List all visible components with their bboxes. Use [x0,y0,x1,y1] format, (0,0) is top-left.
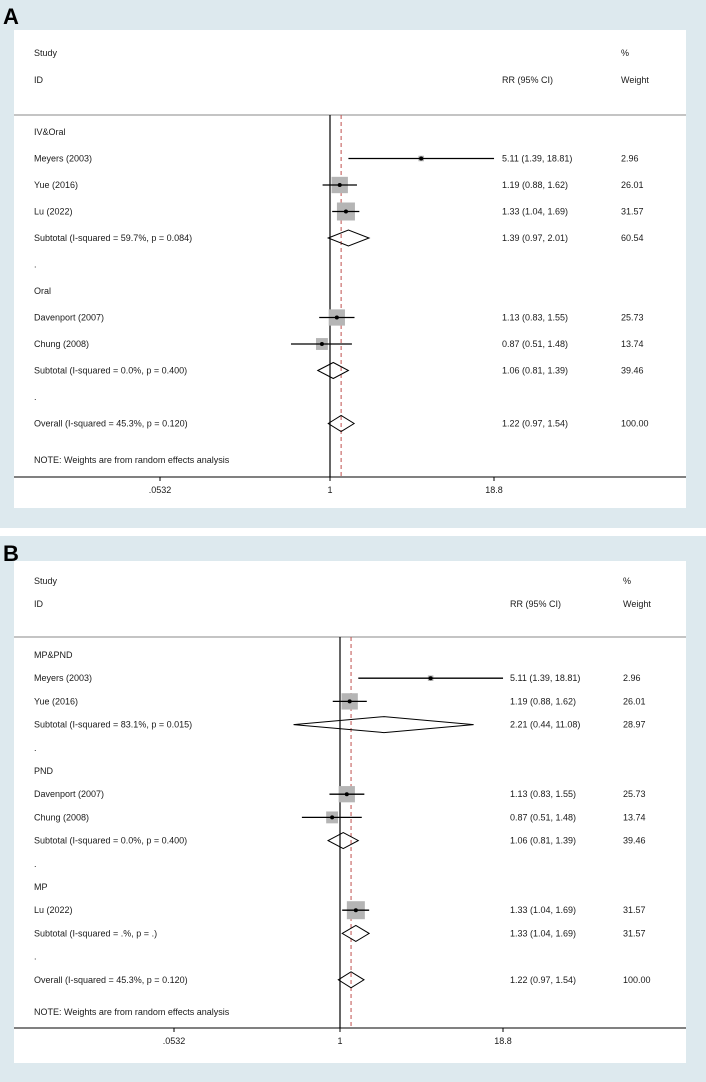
panel-b-row-2-ci-text: 1.19 (0.88, 1.62) [510,696,577,707]
panel-a-row-4-ci-text: 1.39 (0.97, 2.01) [502,233,569,243]
panel-b-row-12-weight-text: 31.57 [623,928,646,939]
panel-a-row-8-study-label: Chung (2008) [34,339,90,349]
panel-a-row-2-ci-text: 1.19 (0.88, 1.62) [502,180,569,190]
panel-a-header-study: Study [34,48,58,58]
panel-a-row-7-ci-text: 1.13 (0.83, 1.55) [502,312,569,323]
panel-b-header-pct: % [623,576,632,586]
panel-b-row-0-group-label: MP&PND [34,650,73,660]
panel-b-row-7-point-estimate [330,815,334,819]
panel-b-row-1-study-label: Meyers (2003) [34,673,93,684]
panel-a-row-3-point-estimate [344,210,348,214]
panel-a-row-5-spacer: . [34,259,37,270]
panel-b-x-tick-label-0: .0532 [162,1036,186,1046]
panel-b-x-tick-label-2: 18.8 [494,1036,512,1046]
panel-b-row-7-study-label: Chung (2008) [34,812,90,823]
panel-b-row-8-ci-text: 1.06 (0.81, 1.39) [510,835,577,846]
panel-a-row-8-weight-text: 13.74 [621,339,644,349]
panel-a-row-9-subtotal-diamond [318,363,349,379]
panel-a-row-1-study-label: Meyers (2003) [34,153,93,164]
panel-a-row-6-group-label: Oral [34,286,52,296]
panel-b-row-3-weight-text: 28.97 [623,719,646,730]
panel-b-row-7-weight-text: 13.74 [623,812,646,823]
panel-b-header-weight: Weight [623,599,651,609]
panel-b-row-8-subtotal-diamond [328,833,358,849]
panel-b-row-1-point-estimate [429,676,433,680]
panel-a-header-id: ID [34,75,43,85]
panel-a-row-2-weight-text: 26.01 [621,180,644,190]
panel-b-row-11-ci-text: 1.33 (1.04, 1.69) [510,905,577,916]
panel-a-row-4-weight-text: 60.54 [621,233,644,243]
panel-a-row-11-overall-label: Overall (I-squared = 45.3%, p = 0.120) [34,418,188,429]
panel-b-row-2-weight-text: 26.01 [623,696,646,707]
panel-b-row-8-weight-text: 39.46 [623,835,646,846]
panel-a-row-9-subtotal-label: Subtotal (I-squared = 0.0%, p = 0.400) [34,365,188,376]
panel-b-row-2-point-estimate [348,699,352,703]
panel-a-header-effect: RR (95% CI) [502,75,554,85]
panel-b-letter: B [3,541,19,566]
panel-a-row-1-ci-text: 5.11 (1.39, 18.81) [502,153,573,164]
panel-b-row-3-subtotal-label: Subtotal (I-squared = 83.1%, p = 0.015) [34,719,193,730]
panel-b-row-1-ci-text: 5.11 (1.39, 18.81) [510,673,581,684]
panel-b-x-tick-label-1: 1 [337,1036,343,1046]
panel-b-row-14-ci-text: 1.22 (0.97, 1.54) [510,974,577,985]
panel-a-row-3-study-label: Lu (2022) [34,206,73,217]
panel-a-row-7-weight-text: 25.73 [621,312,644,323]
panel-a-row-10-spacer: . [34,392,37,402]
panel-a-row-3-ci-text: 1.33 (1.04, 1.69) [502,206,569,217]
panel-b-header-study: Study [34,576,58,586]
panel-b-row-14-overall-label: Overall (I-squared = 45.3%, p = 0.120) [34,974,188,985]
panel-a-row-9-weight-text: 39.46 [621,365,644,376]
panel-b-row-8-subtotal-label: Subtotal (I-squared = 0.0%, p = 0.400) [34,835,188,846]
panel-b-header-effect: RR (95% CI) [510,599,562,609]
panel-b-row-12-subtotal-diamond [342,925,369,941]
panel-a-x-tick-label-0: .0532 [148,485,172,495]
panel-a-row-3-weight-text: 31.57 [621,206,644,217]
panel-b-row-4-spacer: . [34,742,37,753]
panel-b-note: NOTE: Weights are from random effects analysis [34,1007,230,1017]
panel-b-row-9-spacer: . [34,858,37,869]
panel-a-row-11-weight-text: 100.00 [621,418,649,429]
panel-a-note: NOTE: Weights are from random effects analysis [34,455,230,465]
panel-b-row-6-point-estimate [345,792,349,796]
panel-b-row-3-ci-text: 2.21 (0.44, 11.08) [510,719,581,730]
panel-b-row-1-weight-text: 2.96 [623,673,641,684]
panel-b-row-12-ci-text: 1.33 (1.04, 1.69) [510,928,577,939]
panel-a-x-tick-label-1: 1 [327,485,333,495]
panel-a-row-4-subtotal-label: Subtotal (I-squared = 59.7%, p = 0.084) [34,233,193,243]
panel-a-x-tick-label-2: 18.8 [485,485,503,495]
panel-a-row-0-group-label: IV&Oral [34,127,66,137]
panel-a-row-9-ci-text: 1.06 (0.81, 1.39) [502,365,569,376]
panel-b-row-6-ci-text: 1.13 (0.83, 1.55) [510,789,577,800]
panel-b-header-id: ID [34,599,43,609]
panel-a-row-7-study-label: Davenport (2007) [34,312,105,323]
panel-a-row-7-point-estimate [335,316,339,320]
panel-b-row-3-subtotal-diamond [294,717,474,733]
panel-a-row-1-point-estimate [419,157,423,161]
panel-b-row-13-spacer: . [34,951,37,962]
panel-a-row-8-ci-text: 0.87 (0.51, 1.48) [502,339,569,349]
panel-b-row-5-group-label: PND [34,766,54,776]
panel-b-row-11-point-estimate [354,908,358,912]
panel-b-row-11-study-label: Lu (2022) [34,905,73,916]
panel-a-header-weight: Weight [621,75,649,85]
panel-b-row-12-subtotal-label: Subtotal (I-squared = .%, p = .) [34,928,158,939]
panel-b-row-2-study-label: Yue (2016) [34,696,79,707]
panel-a-row-8-point-estimate [320,342,324,346]
panel-b-row-10-group-label: MP [34,882,48,892]
panel-b-row-6-study-label: Davenport (2007) [34,789,105,800]
panel-b-row-7-ci-text: 0.87 (0.51, 1.48) [510,812,577,823]
panel-b-row-6-weight-text: 25.73 [623,789,646,800]
panel-a-row-2-study-label: Yue (2016) [34,180,79,190]
panel-a-header-pct: % [621,48,630,58]
panel-a-row-11-ci-text: 1.22 (0.97, 1.54) [502,418,569,429]
panel-b-row-14-weight-text: 100.00 [623,974,651,985]
panel-a-letter: A [3,4,19,29]
panel-a-row-2-point-estimate [338,183,342,187]
panel-a-row-1-weight-text: 2.96 [621,153,639,164]
panel-a-row-4-subtotal-diamond [328,230,369,246]
panel-b-row-11-weight-text: 31.57 [623,905,646,916]
